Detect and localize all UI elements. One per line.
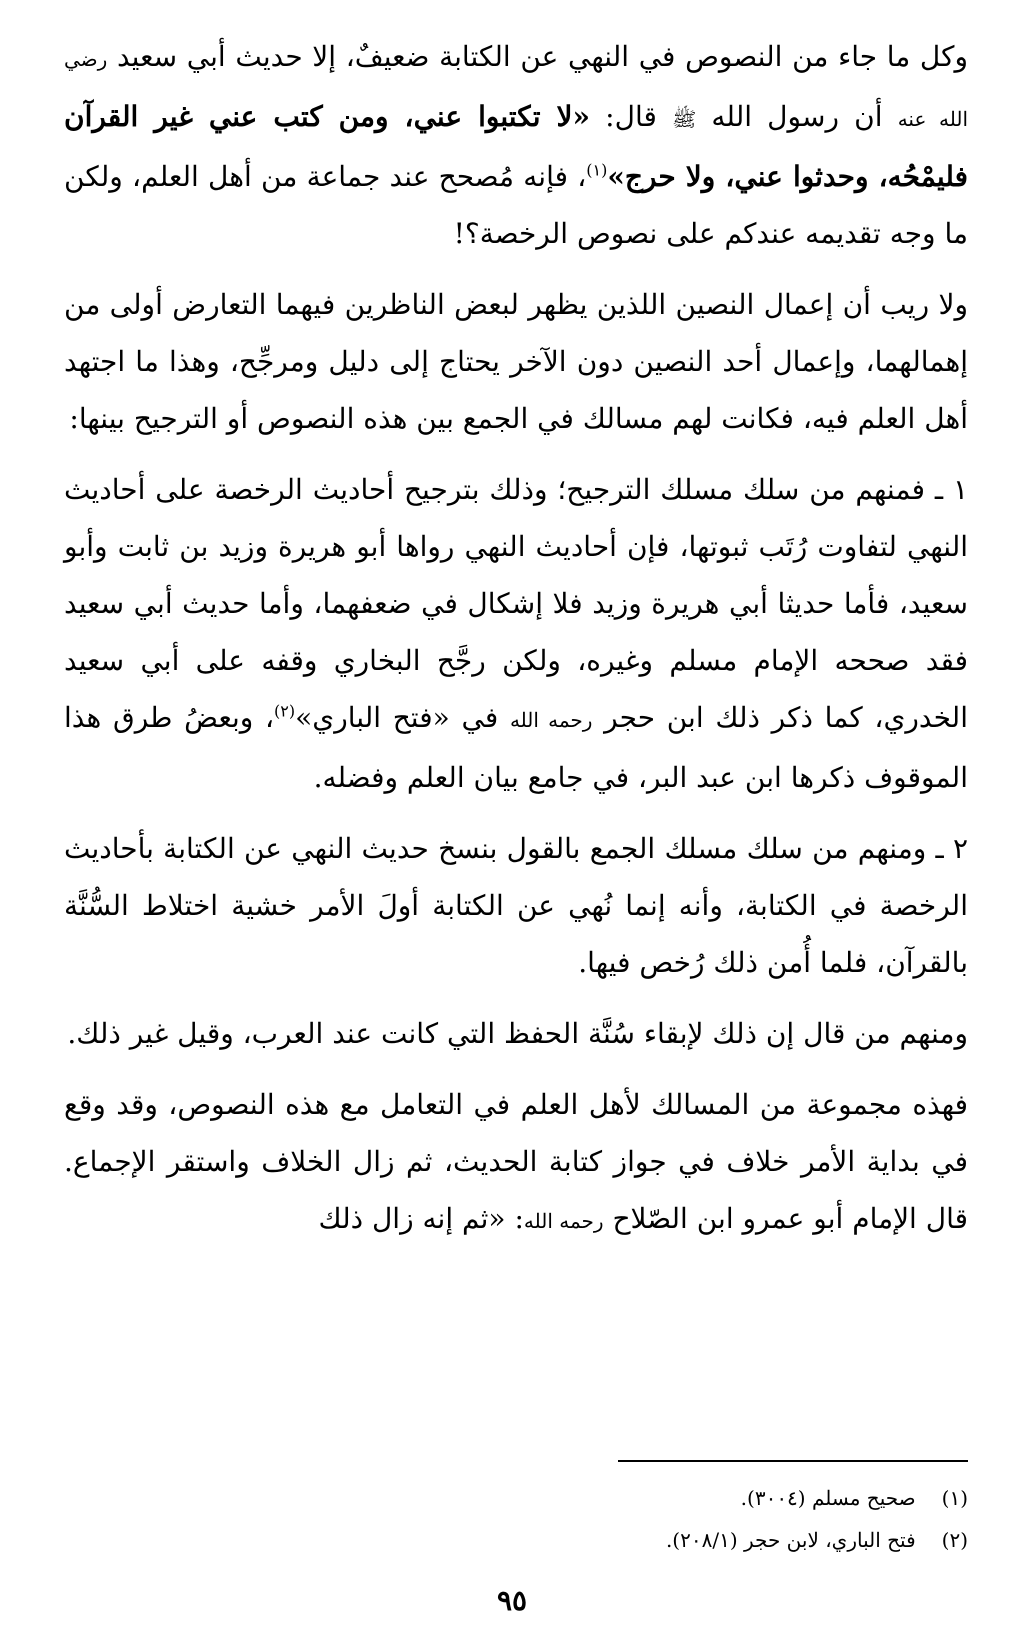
text-segment: ١ ـ فمنهم من سلك مسلك الترجيح؛ وذلك بترجيح أحاديث الرخصة على أحاديث النهي لتفاوت رُتَب ثبوتها، فإن أحاديث النهي رواها أبو هريرة وزيد بن ثابت وأبو سعيد، فأما حديثا أبي هريرة وزيد فلا إشكال في ضعفهما، وأما حديث أبي سعيد فقد صححه الإمام مسلم وغيره، ولكن رجَّح البخاري وقفه على أبي سعيد الخدري، كما ذكر ذلك ابن حجر [64,473,968,734]
body-text [64,28,968,1250]
footnote-ref[interactable]: (٢) [274,701,296,721]
footnote-number: (٢) [941,1528,968,1552]
footnote-number: (١) [941,1486,968,1510]
text-segment: فهذه مجموعة من المسالك لأهل العلم في التعامل مع هذه النصوص، وقد وقع في بداية الأمر خلاف في جواز كتابة الحديث، ثم زال الخلاف واستقر الإجماع. قال الإمام أبو عمرو ابن الصّلاح [64,1088,968,1235]
honorific-symbol: رحمه الله [523,1209,604,1233]
honorific-symbol: رحمه الله [509,708,593,732]
text-segment: وكل ما جاء من النصوص في النهي عن الكتابة ضعيفٌ، إلا حديث أبي سعيد [107,40,968,73]
text-segment: : «ثم إنه زال ذلك [318,1202,524,1235]
text-segment: ، وبعضُ طرق هذا الموقوف ذكرها ابن عبد البر، في جامع بيان العلم وفضله. [64,701,968,794]
text-segment: ، فإنه مُصحح عند جماعة من أهل العلم، ولكن ما وجه تقديمه عندكم على نصوص الرخصة؟! [64,160,968,250]
footnote-rule [618,1460,968,1462]
paragraph-2 [64,276,968,447]
text-segment: أن رسول الله [696,100,898,133]
paragraph-5 [64,1005,968,1062]
text-segment: قال: [590,100,673,133]
footnote-ref[interactable]: (١) [586,160,608,180]
page-number: ٩٥ [496,1584,528,1617]
hadith-quote: «لا تكتبوا عني، ومن كتب عني غير القرآن فليمْحُه، وحدثوا عني، ولا حرج» [64,100,968,193]
text-segment: ولا ريب أن إعمال النصين اللذين يظهر لبعض الناظرين فيهما التعارض أولى من إهمالهما، وإعمال أحد النصين دون الآخر يحتاج إلى دليل ومرجِّح، وهذا ما اجتهد أهل العلم فيه، فكانت لهم مسالك في الجمع بين هذه النصوص أو الترجيح بينها: [64,288,968,435]
footnote-text: فتح الباري، لابن حجر (٢٠٨/١). [665,1528,916,1552]
text-segment: ومنهم من قال إن ذلك لإبقاء سُنَّة الحفظ التي كانت عند العرب، وقيل غير ذلك. [67,1017,968,1050]
paragraph-3 [64,461,968,806]
honorific-symbol: ﷺ [672,107,697,131]
footnote-1 [64,1480,968,1516]
paragraph-4 [64,820,968,991]
paragraph-1 [64,28,968,262]
honorific-symbol: رضي الله عنه [64,47,969,131]
paragraph-6 [64,1076,968,1250]
text-segment: ٢ ـ ومنهم من سلك مسلك الجمع بالقول بنسخ حديث النهي عن الكتابة بأحاديث الرخصة في الكتابة، وأنه إنما نُهي عن الكتابة أولَ الأمر خشية اختلاط السُّنَّة بالقرآن، فلما أُمن ذلك رُخص فيها. [64,832,968,979]
text-segment: في «فتح الباري» [295,701,510,734]
footnote-text: صحيح مسلم (٣٠٠٤). [740,1486,916,1510]
footnote-2 [64,1522,968,1558]
footnotes [64,1460,968,1564]
